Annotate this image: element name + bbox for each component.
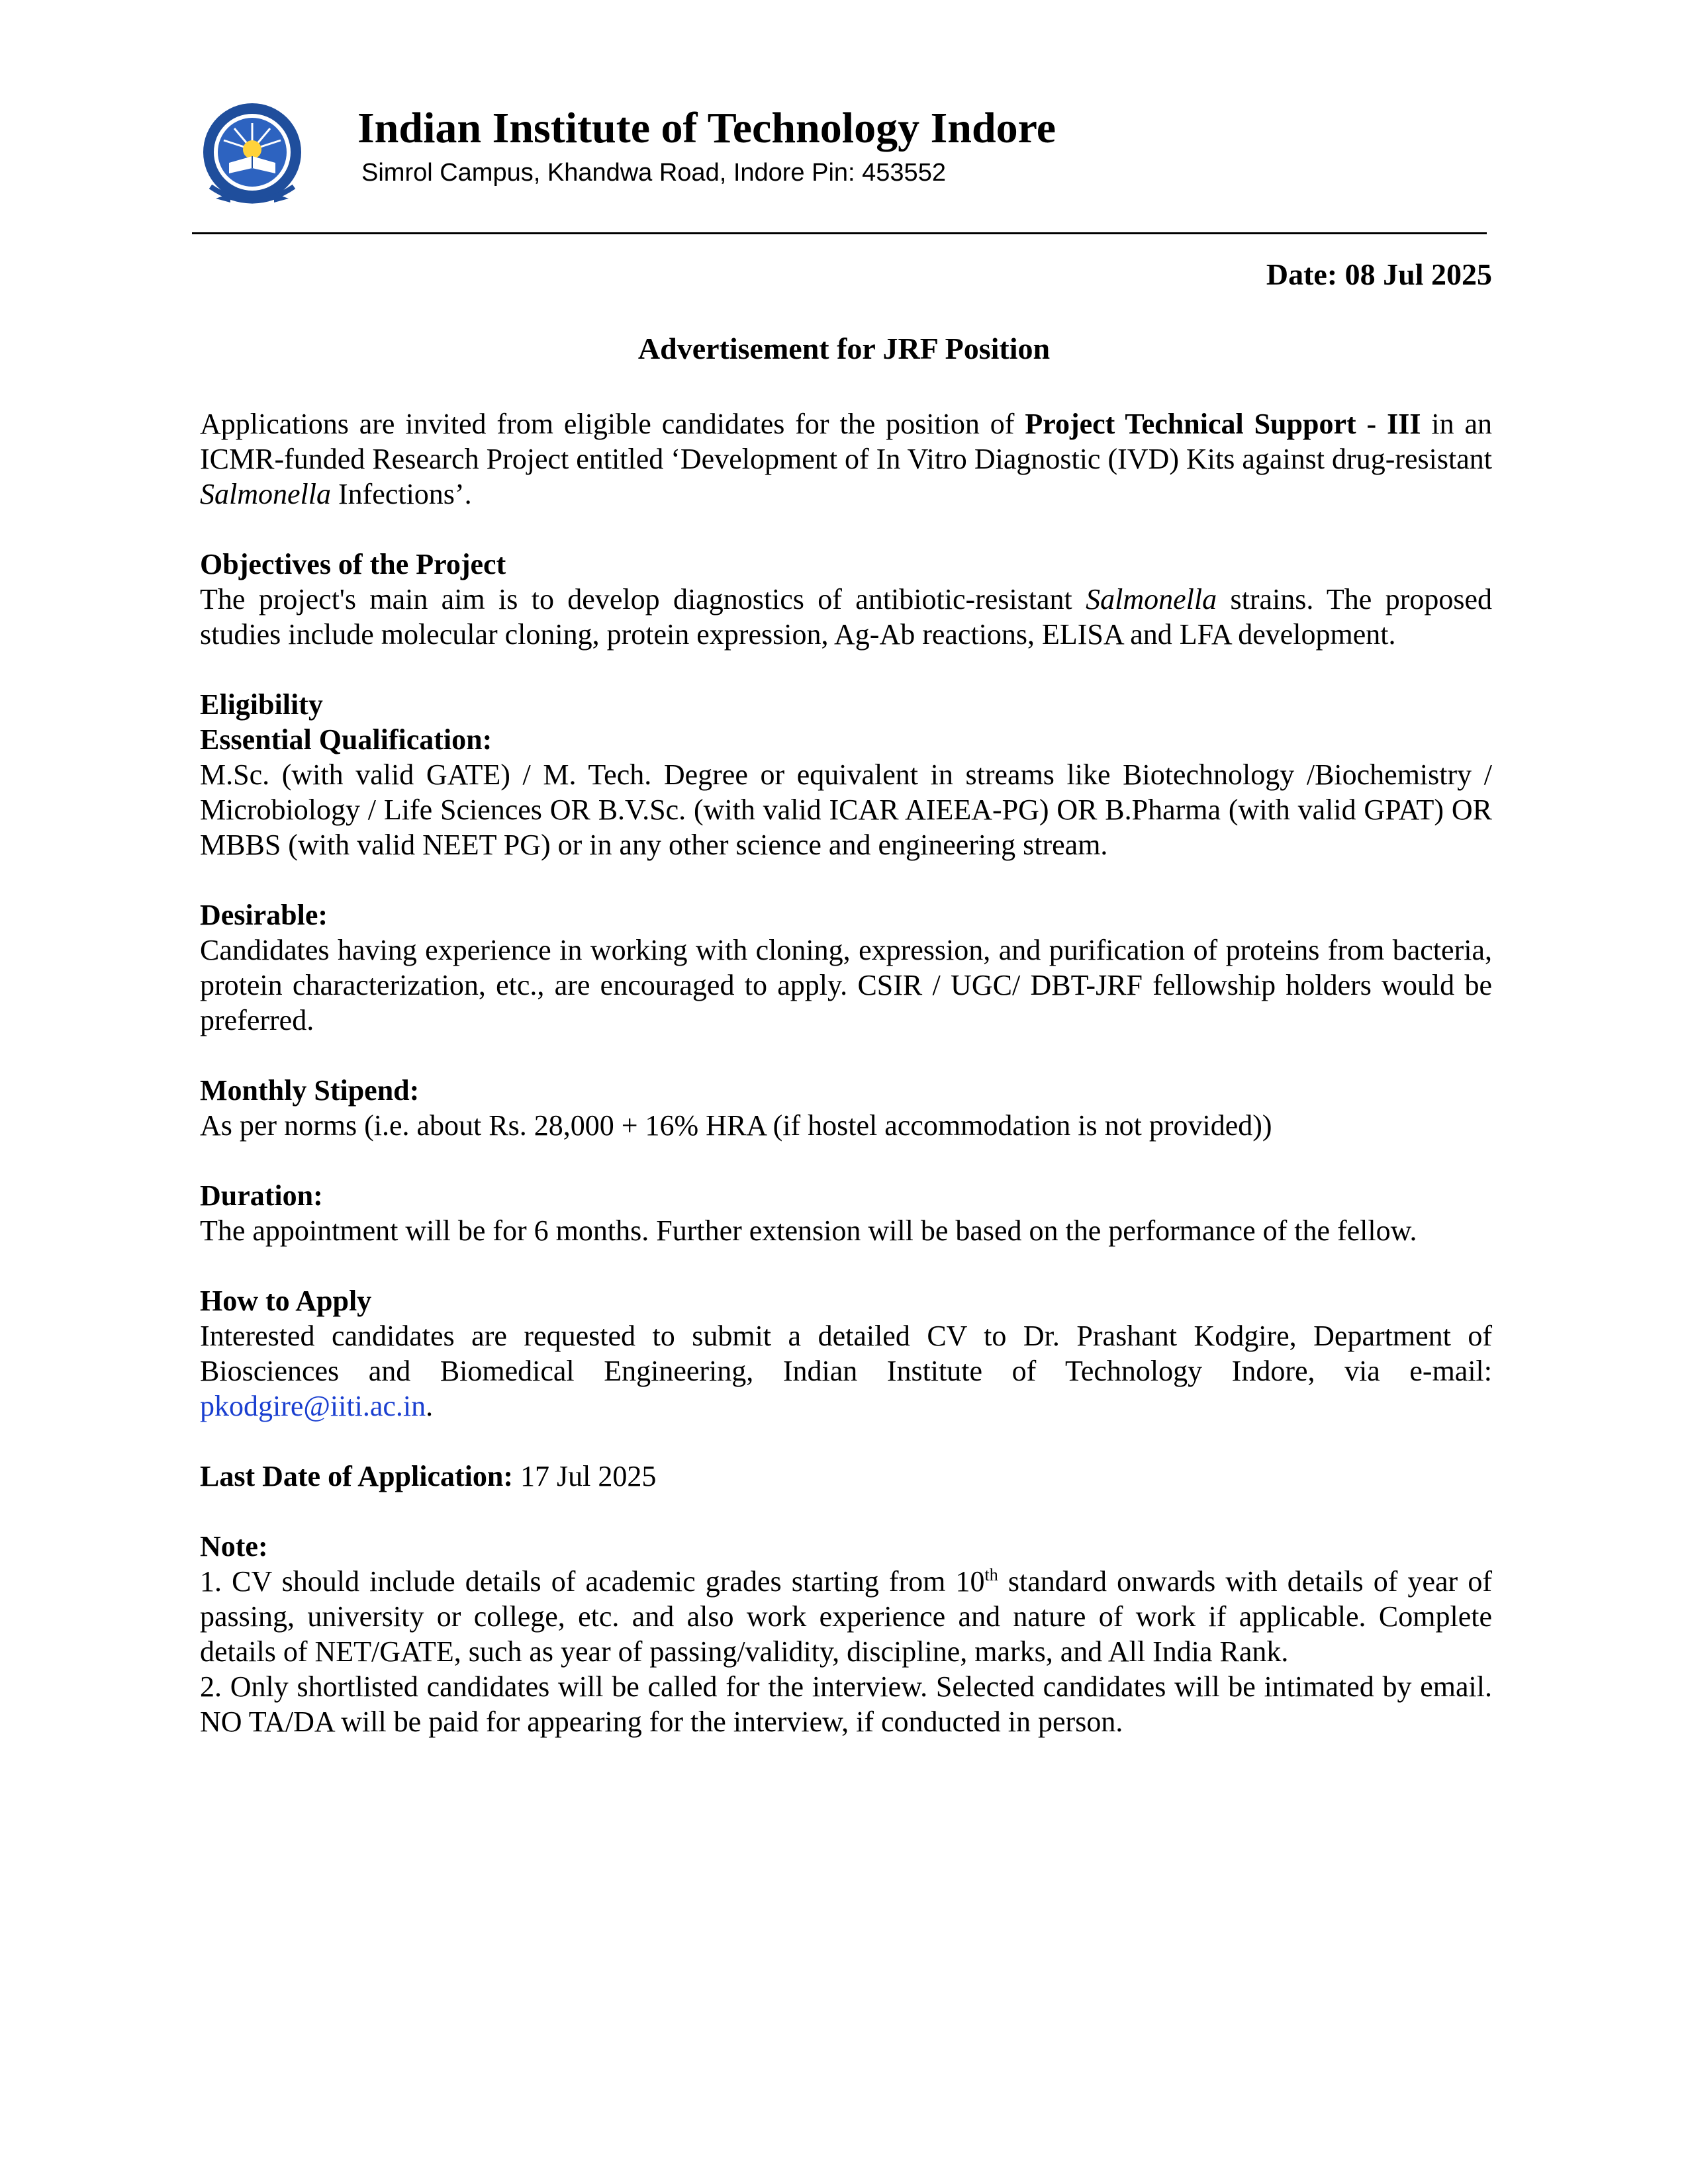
how-to-apply-body: Interested candidates are requested to submit a detailed CV to Dr. Prashant Kodgire, Department of Biosciences and Biomedical Engineering, Indian Institute of Technology Indore, via e-mail: — [200, 1320, 1492, 1387]
note-item-1-text: 1. CV should include details of academic grades starting from 10 — [200, 1565, 985, 1598]
note-item-1 — [200, 1564, 1492, 1669]
notice-date: Date: 08 Jul 2025 — [1266, 257, 1492, 291]
position-name: Project Technical Support - III — [1025, 408, 1421, 440]
last-date-label: Last Date of Application: — [200, 1460, 513, 1492]
intro-paragraph — [200, 406, 1492, 512]
duration-heading: Duration: — [200, 1179, 323, 1212]
last-date-line — [200, 1459, 1492, 1494]
institute-name: Indian Institute of Technology Indore — [357, 104, 1056, 152]
how-to-apply-text — [200, 1318, 1492, 1424]
objectives-heading: Objectives of the Project — [200, 548, 506, 580]
stipend-heading: Monthly Stipend: — [200, 1074, 420, 1107]
duration-text: The appointment will be for 6 months. Further extension will be based on the performance of the fellow. — [200, 1214, 1417, 1247]
essential-qualification-text: M.Sc. (with valid GATE) / M. Tech. Degree or equivalent in streams like Biotechnology /Biochemistry / Microbiology / Life Sciences OR B.V.Sc. (with valid ICAR AIEEA-PG) OR B.Pharma (with valid GPAT) OR MBBS (with valid NEET PG) or in any other science and engineering stream. — [200, 758, 1492, 861]
intro-text: Applications are invited from eligible candidates for the position of — [200, 408, 1025, 440]
organism-name: Salmonella — [1086, 583, 1217, 615]
iit-indore-emblem-icon — [196, 99, 308, 212]
note-heading: Note: — [200, 1530, 268, 1563]
advertisement-body — [200, 406, 1492, 1739]
objectives-text-part: strains. The proposed studies include molecular cloning, protein expression, Ag-Ab reactions, ELISA and LFA development. — [200, 583, 1492, 651]
ordinal-superscript: th — [984, 1565, 998, 1584]
last-date-value: 17 Jul 2025 — [513, 1460, 657, 1492]
note-item-2: 2. Only shortlisted candidates will be called for the interview. Selected candidates will be intimated by email. NO TA/DA will be paid for appearing for the interview, if conducted in person. — [200, 1670, 1492, 1738]
contact-email-link[interactable]: pkodgire@iiti.ac.in — [200, 1390, 426, 1422]
note-item-1-text-cont: standard onwards with details of year of passing, university or college, etc. and also work experience and nature of work if applicable. Complete details of NET/GATE, such as year of passing/validity, discipline, marks, and All India Rank. — [200, 1565, 1492, 1668]
desirable-text: Candidates having experience in working with cloning, expression, and purification of proteins from bacteria, protein characterization, etc., are encouraged to apply. CSIR / UGC/ DBT-JRF fellowship holders would be preferred. — [200, 934, 1492, 1036]
institute-address: Simrol Campus, Khandwa Road, Indore Pin: 453552 — [361, 159, 946, 187]
page-title: Advertisement for JRF Position — [637, 332, 1051, 365]
organism-name: Salmonella — [200, 478, 331, 510]
how-to-apply-end: . — [426, 1390, 434, 1422]
stipend-text: As per norms (i.e. about Rs. 28,000 + 16% HRA (if hostel accommodation is not provided)) — [200, 1109, 1272, 1142]
eligibility-heading: Eligibility — [200, 688, 323, 721]
intro-text-end: Infections’. — [330, 478, 472, 510]
objectives-text — [200, 582, 1492, 652]
intro-text-cont: in an ICMR-funded Research Project entitled ‘Development of In Vitro Diagnostic (IVD) Kits against drug-resistant — [200, 408, 1492, 475]
objectives-text-part: The project's main aim is to develop diagnostics of antibiotic-resistant — [200, 583, 1086, 615]
header-divider — [192, 232, 1487, 234]
essential-qualification-heading: Essential Qualification: — [200, 723, 492, 756]
how-to-apply-heading: How to Apply — [200, 1285, 372, 1317]
desirable-heading: Desirable: — [200, 899, 328, 931]
